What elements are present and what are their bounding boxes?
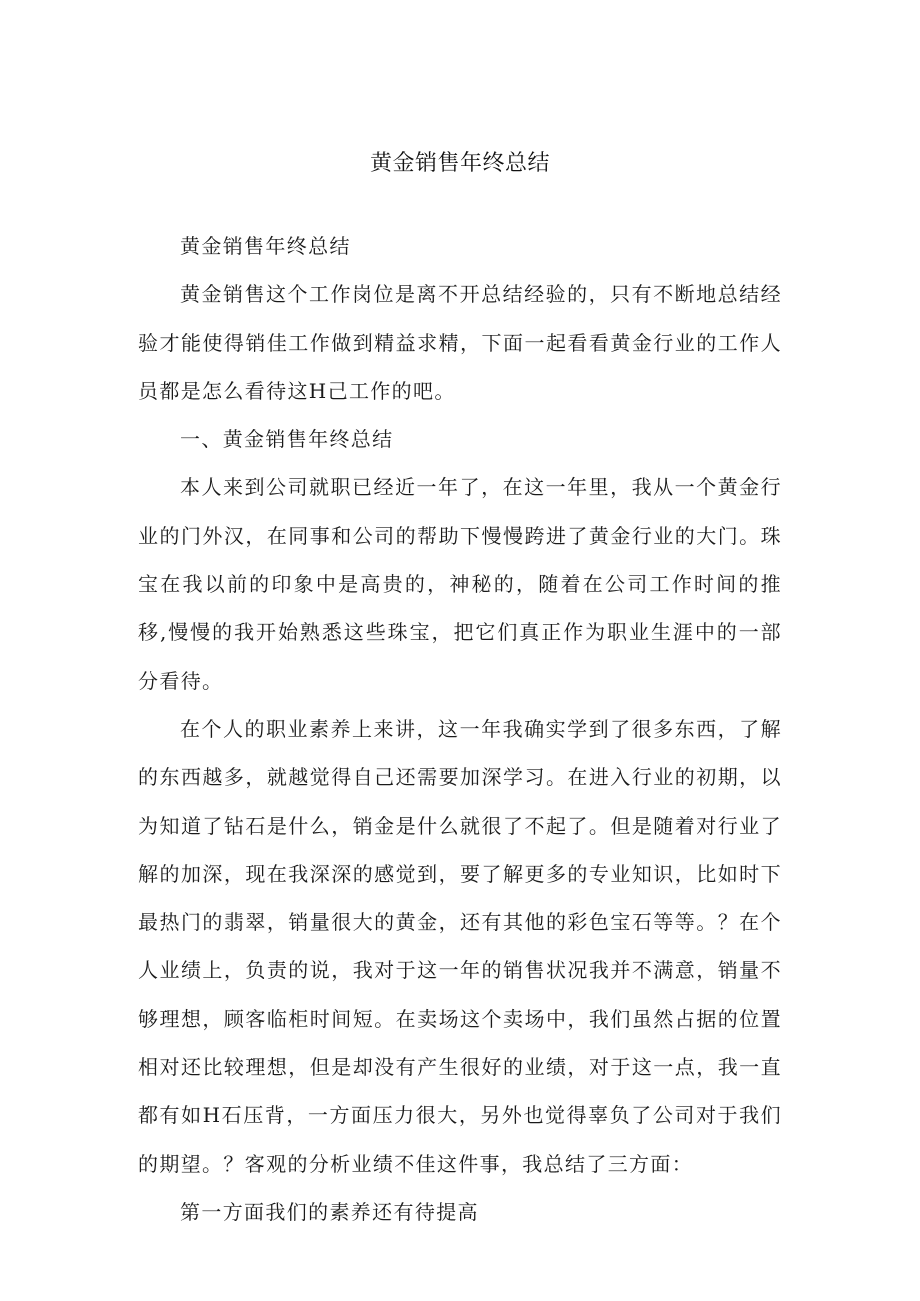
document-body — [138, 222, 782, 1236]
paragraph-first-aspect: 第一方面我们的素养还有待提高 — [180, 1199, 479, 1224]
paragraph-joining-company: 本人来到公司就职已经近一年了，在这一年里，我从一个黄金行业的门外汉，在同事和公司的帮助下慢慢跨进了黄金行业的大门。珠宝在我以前的印象中是高贵的，神秘的，随着在公司工作时间的推移,慢慢的我开始熟悉这些珠宝，把它们真正作为职业生涯中的一部分看待。 — [138, 475, 782, 693]
section-heading-1: 一、黄金销售年终总结 — [180, 427, 394, 452]
document-title: 黄金销售年终总结 — [369, 151, 550, 176]
paragraph-professional-growth: 在个人的职业素养上来讲，这一年我确实学到了很多东西，了解的东西越多，就越觉得自己还需要加深学习。在进入行业的初期，以为知道了钻石是什么，销金是什么就很了不起了。但是随着对行业了解的加深，现在我深深的感觉到，要了解更多的专业知识，比如时下最热门的翡翠，销量很大的黄金，还有其他的彩色宝石等等。？在个人业绩上，负责的说，我对于这一年的销售状况我并不满意，销量不够理想，顾客临柜时间短。在卖场这个卖场中，我们虽然占据的位置相对还比较理想，但是却没有产生很好的业绩，对于这一点，我一直都有如H石压背，一方面压力很大，另外也觉得辜负了公司对于我们的期望。？客观的分析业绩不佳这件事，我总结了三方面： — [138, 716, 782, 1176]
paragraph-intro: 黄金销售这个工作岗位是离不开总结经验的，只有不断地总结经验才能使得销佳工作做到精益求精，下面一起看看黄金行业的工作人员都是怎么看待这H己工作的吧。 — [138, 282, 782, 403]
paragraph-subtitle: 黄金销售年终总结 — [180, 234, 351, 258]
